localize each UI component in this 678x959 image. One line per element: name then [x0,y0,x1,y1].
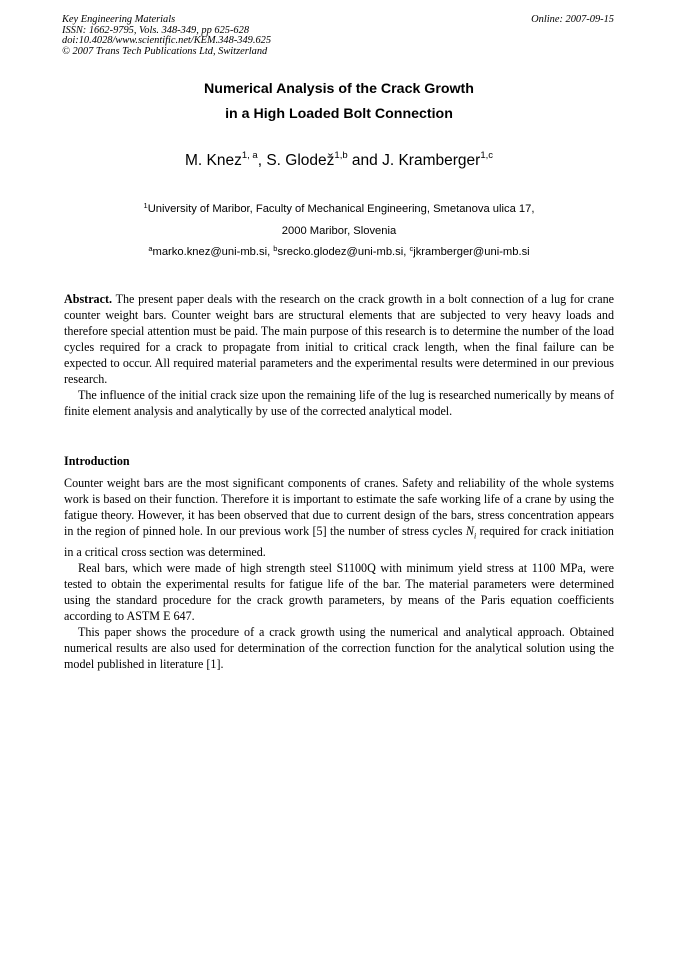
author-superscript: 1,c [480,150,493,161]
journal-name: Key Engineering Materials [62,14,176,25]
author-name: M. Knez [185,152,242,169]
abstract-label: Abstract. [64,292,113,306]
abstract-paragraph: Abstract. The present paper deals with the research on the crack growth in a bolt connection of a lug for crane counter weight bars. Counter weight bars are structural elements that are subjected to very heavy loads and therefore special attention must be paid. The main purpose of this research is to determine the number of the load cycles required for a crack to propagate from initial to critical crack length, when the final failure can be expected to occur. All required material parameters and the experimental results were determined in our previous research. [64,292,614,386]
email-address: marko.knez@uni-mb.si [152,246,268,258]
author-separator: , [257,152,267,169]
email-address: jkramberger@uni-mb.si [413,246,530,258]
affiliation-line-1: $^1$University of Maribor, Faculty of Mechanical Engineering, Smetanova ulica 17, [143,201,535,215]
abstract [64,291,614,419]
journal-issn: ISSN: 1662-9795, Vols. 348-349, pp 625-628 [62,24,250,36]
paper-title-line-1: Numerical Analysis of the Crack Growth [204,81,474,97]
introduction-body [64,475,614,672]
author-name: J. Kramberger [382,152,481,169]
author-superscript: 1, a [241,150,258,161]
email-line: $^a$marko.knez@uni-mb.si, $^b$srecko.glodez@uni-mb.si, $^c$jkramberger@uni-mb.si [148,244,530,258]
journal-header [62,15,614,57]
affiliation-line-2: 2000 Maribor, Slovenia [281,225,397,237]
author-superscript: 1,b [334,150,348,161]
email-address: srecko.glodez@uni-mb.si [277,246,404,258]
journal-doi: doi:10.4028/www.scientific.net/KEM.348-349.625 [62,35,272,47]
online-date: Online: 2007-09-15 [531,14,614,25]
abstract-paragraph: The influence of the initial crack size upon the remaining life of the lug is researched numerically by means of finite element analysis and analytically by use of the corrected analytical model. [64,388,614,418]
section-heading-introduction: Introduction [64,454,130,468]
author-list [0,152,678,170]
author-separator: and [347,152,383,169]
body-paragraph: Real bars, which were made of high strength steel S1100Q with minimum yield stress at 1100 MPa, were tested to obtain the experimental results for fatigue life of the bar. The material parameters were determined using the standard procedure for the crack growth parameters, by means of the Paris equation coefficients according to ASTM E 647. [64,561,614,624]
body-paragraph: Counter weight bars are the most significant components of cranes. Safety and reliability of the whole systems work is based on their function. Therefore it is important to estimate the safe working life of a crane by using the fatigue theory. However, it has been observed that due to current design of the bars, stress concentration appears in the region of pinned hole. In our previous work [5] the number of stress cycles $N_i$ required for crack initiation in a critical cross section was determined. [64,476,614,560]
journal-copyright: © 2007 Trans Tech Publications Ltd, Switzerland [62,45,268,57]
body-paragraph: This paper shows the procedure of a crack growth using the numerical and analytical approach. Obtained numerical results are also used for determination of the correction function for the analytical solution using the model published in literature [1]. [64,625,614,672]
affiliation-superscript: 1 [143,201,148,210]
paper-title-line-2: in a High Loaded Bolt Connection [225,106,453,122]
author-name: S. Glodež [266,152,335,169]
